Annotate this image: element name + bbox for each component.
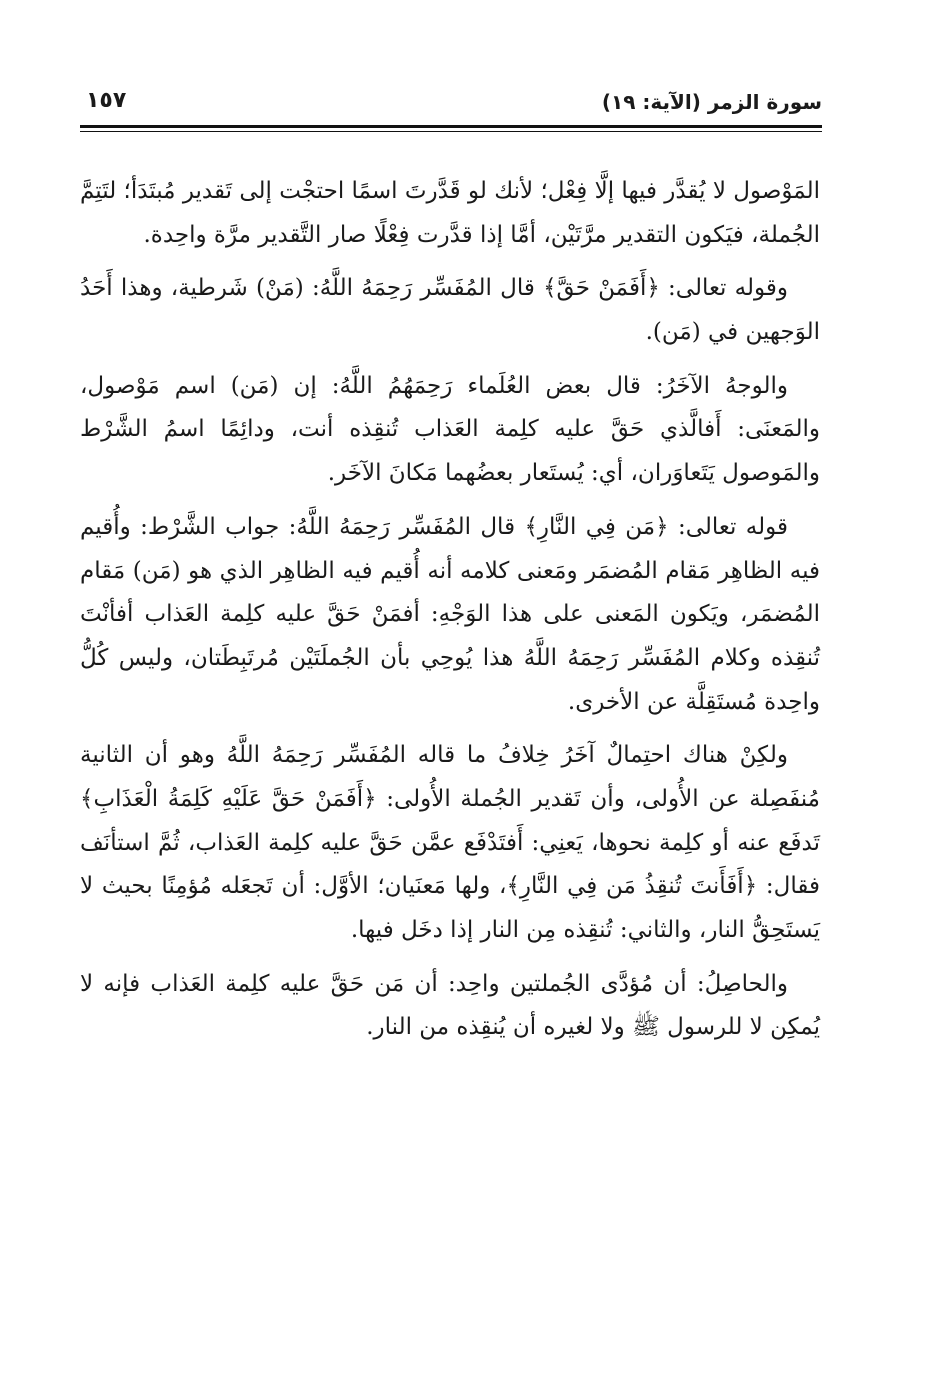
paragraph: ولكِنْ هناك احتِمالٌ آخَرُ خِلافُ ما قاله المُفَسِّر رَحِمَهُ اللَّهُ وهو أن الثانية مُنفَصِلة عن الأُولى، وأن تَقدير الجُملة الأُولى: ﴿أَفَمَنْ حَقَّ عَلَيْهِ كَلِمَةُ الْعَذَابِ﴾ تَدفَع عنه أو كلِمة نحوها، يَعنِي: أَفتَدْفَع عمَّن حَقَّ عليه كلِمة العَذاب، ثُمَّ استأنَف فقال: ﴿أَفَأَنتَ تُنقِذُ مَن فِي النَّارِ﴾، ولها مَعنَيان؛ الأوَّل: أن تَجعَله مُؤمِنًا بحيث لا يَستَحِقُّ النار، والثاني: تُنقِذه مِن النار إذا دخَل فيها. <box>80 742 820 943</box>
page-number: ١٥٧ <box>86 88 127 113</box>
paragraph: قوله تعالى: ﴿مَن فِي النَّارِ﴾ قال المُفَسِّر رَحِمَهُ اللَّهُ: جواب الشَّرْط: وأُقيم فيه الظاهِر مَقام المُضمَر ومَعنى كلامه أنه أُقيم فيه الظاهِر الذي هو (مَن) مَقام المُضمَر، ويَكون المَعنى على هذا الوَجْهِ: أفمَنْ حَقَّ عليه كلِمة العَذاب أفأنْتَ تُنقِذه وكلام المُفَسِّر رَحِمَهُ اللَّهُ هذا يُوحِي بأن الجُملَتَيْن مُرتَبِطَتان، وليس كُلُّ واحِدة مُستَقِلَّة عن الأخرى. <box>80 513 820 715</box>
paragraph: وقوله تعالى: ﴿أَفَمَنْ حَقَّ﴾ قال المُفَسِّر رَحِمَهُ اللَّهُ: (مَنْ) شَرطية، وهذا أَحَدُ الوَجهين في (مَن). <box>80 275 820 346</box>
header-rule-thick <box>80 125 822 128</box>
header-rule-thin <box>80 131 822 132</box>
surah-header-title: سورة الزمر (الآية: ١٩) <box>601 90 822 114</box>
paragraph: والوجهُ الآخَرُ: قال بعض العُلَماء رَحِمَهُمُ اللَّهُ: إن (مَن) اسم مَوْصول، والمَعنَى: أَفالَّذي حَقَّ عليه كلِمة العَذاب تُنقِذه أنت، ودائِمًا اسمُ الشَّرْط والمَوصول يَتَعاوَران، أي: يُستَعار بعضُهما مَكانَ الآخَر. <box>80 372 820 487</box>
paragraph: والحاصِلُ: أن مُؤدَّى الجُملتين واحِد: أن مَن حَقَّ عليه كلِمة العَذاب فإنه لا يُمكِن لا للرسول ﷺ ولا لغيره أن يُنقِذه من النار. <box>80 970 820 1041</box>
body-text <box>80 170 820 1060</box>
paragraph: المَوْصول لا يُقدَّر فيها إلَّا فِعْل؛ لأنك لو قَدَّرتَ اسمًا احتجْت إلى تَقدير مُبتَدَأ؛ لتَتِمَّ الجُملة، فيَكون التقدير مرَّتَيْن، أمَّا إذا قدَّرت فِعْلًا صار التَّقدير مرَّة واحِدة. <box>80 178 820 248</box>
running-header <box>80 88 822 128</box>
